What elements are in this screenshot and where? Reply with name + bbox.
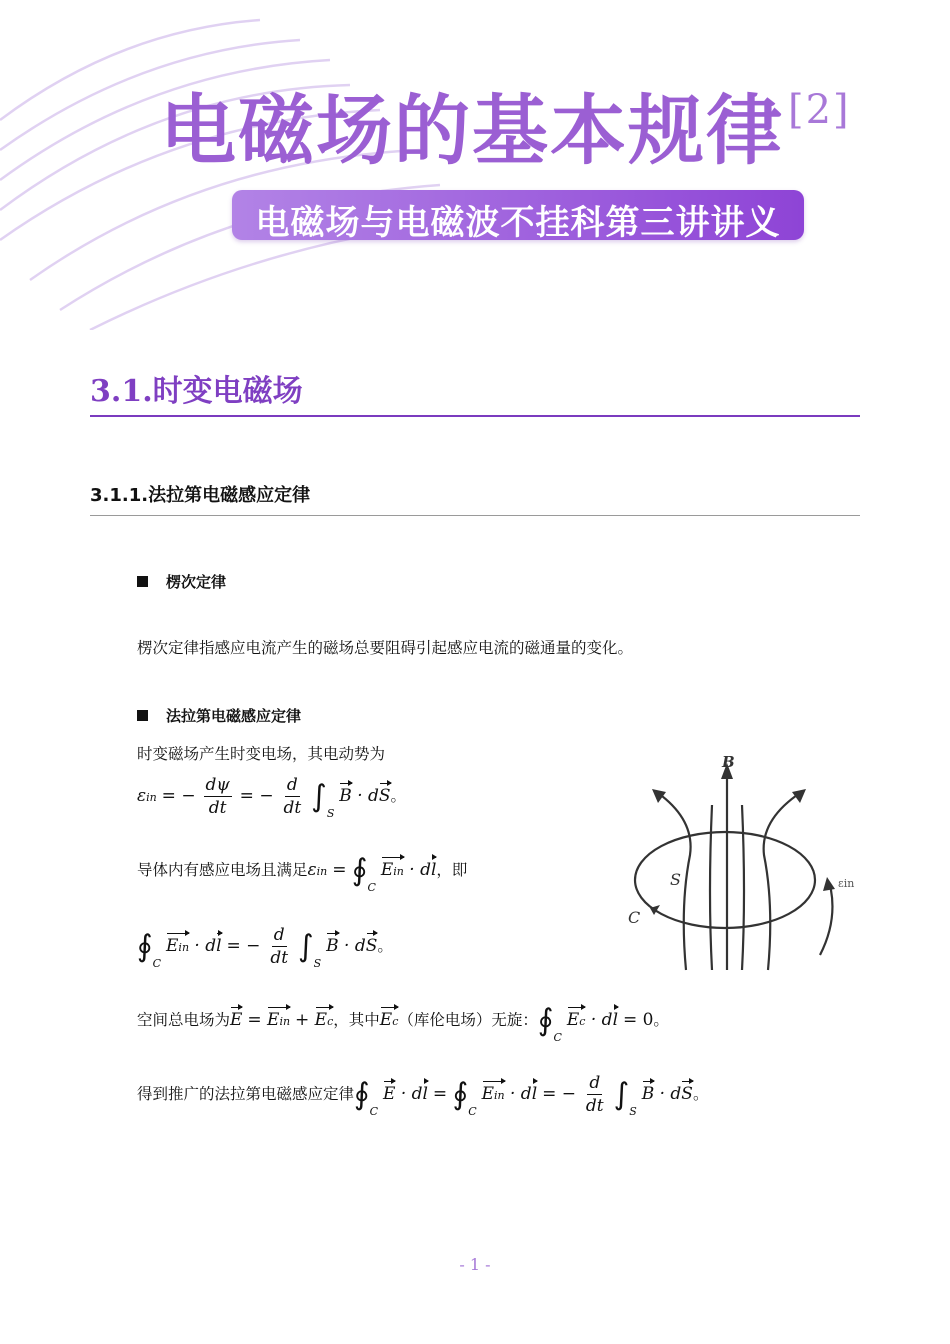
bullet-square-icon <box>137 710 148 721</box>
faraday-field-diagram <box>620 745 870 975</box>
label-emf: εin <box>838 877 855 890</box>
bullet-faraday-label: 法拉第电磁感应定律 <box>166 707 302 725</box>
page-number: - 1 - <box>459 1255 491 1274</box>
bullet-square-icon <box>137 576 148 587</box>
faraday-line-5: 得到推广的法拉第电磁感应定律$∮_C$ E · dl = $∮_C$ Ein · dl = − $\frac{d}{dt}$ $\int_S$ B · dS。 <box>137 1073 709 1118</box>
section-heading-rule <box>90 415 860 417</box>
period: 。 <box>653 1011 669 1029</box>
subsection-heading: 3.1.1.法拉第电磁感应定律 <box>90 485 311 506</box>
equation-integral-form: $∮_C$ Ein · dl = − $\frac{d}{dt}$ $\int_S$ B · dS。 <box>137 925 393 970</box>
emf-arc <box>820 885 832 955</box>
faraday-line-2-suffix: ，即 <box>436 861 468 879</box>
title-text: 电磁场的基本规律 <box>160 86 784 175</box>
label-s: S <box>670 870 681 889</box>
faraday-line-5-prefix: 得到推广的法拉第电磁感应定律 <box>137 1085 355 1103</box>
b-arrow-left-icon <box>652 789 666 803</box>
faraday-line-2: 导体内有感应电场且满足$\varepsilon in = ∮_C$ Ein · dl，即 <box>137 853 468 894</box>
emf-arrow-head-icon <box>823 877 835 891</box>
faraday-line-4: 空间总电场为E = Ein + Ec，其中Ec（库伦电场）无旋：$∮_C$ Ec · dl = 0。 <box>137 1003 669 1044</box>
b-field-line-inner-right <box>742 805 744 970</box>
subsection-heading-rule <box>90 515 860 516</box>
section-heading: 3.1.时变电磁场 <box>90 374 303 409</box>
bullet-lenz-label: 楞次定律 <box>166 573 227 591</box>
faraday-line-4-coulomb: （库伦电场）无旋： <box>398 1011 538 1029</box>
title-reference: [2] <box>788 87 851 133</box>
faraday-line-4-mid: ，其中 <box>333 1011 380 1029</box>
period: 。 <box>377 937 393 955</box>
label-b: B <box>722 753 735 771</box>
equation-emf: εin = − $\frac{d\psi}{dt}$ = − $\frac{d}{dt}$ $\int_S$ B · dS。 <box>137 775 407 820</box>
faraday-line-2-text: 导体内有感应电场且满足 <box>137 861 308 879</box>
period: 。 <box>390 787 407 805</box>
subtitle-text: 电磁场与电磁波不挂科第三讲讲义 <box>255 203 781 243</box>
b-field-line-inner-left <box>710 805 712 970</box>
lenz-paragraph: 楞次定律指感应电流产生的磁场总要阻碍引起感应电流的磁通量的变化。 <box>137 639 634 657</box>
loop-ellipse <box>635 832 815 928</box>
document-title <box>160 70 851 179</box>
faraday-line-4-prefix: 空间总电场为 <box>137 1011 231 1029</box>
b-field-line-outer-right <box>764 793 800 970</box>
faraday-line-1: 时变磁场产生时变电场，其电动势为 <box>137 745 386 763</box>
bullet-lenz <box>137 571 226 592</box>
period: 。 <box>692 1085 709 1103</box>
bullet-faraday <box>137 705 301 726</box>
label-c: C <box>628 908 641 927</box>
